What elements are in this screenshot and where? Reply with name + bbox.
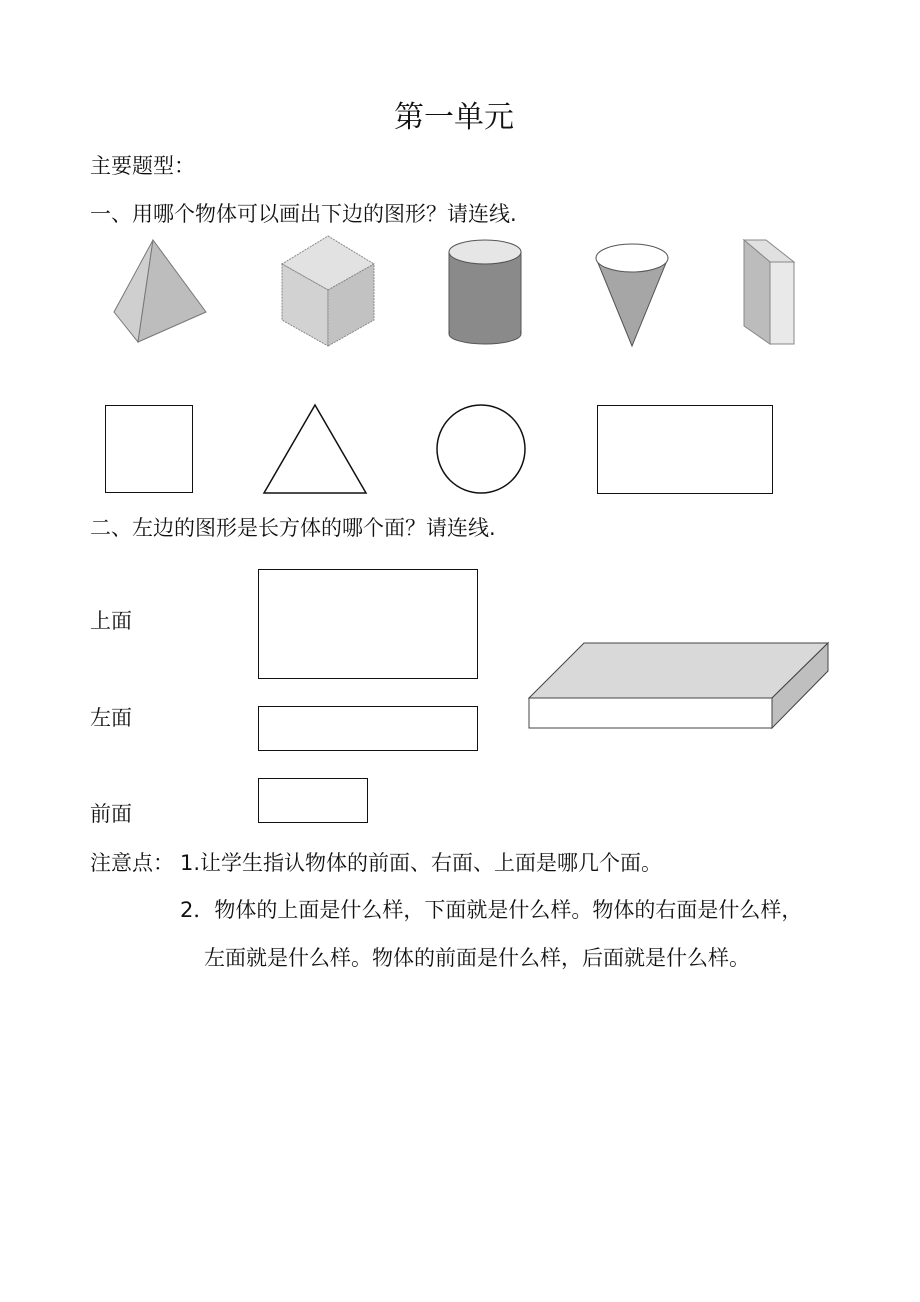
cube-solid <box>278 234 382 350</box>
note-1: 1.让学生指认物体的前面、右面、上面是哪几个面。 <box>180 851 663 875</box>
square-shape <box>105 405 193 493</box>
question-2: 二、左边的图形是长方体的哪个面？请连线. <box>90 516 496 540</box>
note-2-line-1: 2．物体的上面是什么样，下面就是什么样。物体的右面是什么样， <box>180 898 803 922</box>
cylinder-solid <box>446 238 526 346</box>
label-front-face: 前面 <box>90 802 132 826</box>
rectangle-shape <box>597 405 773 494</box>
note-2-line-2: 左面就是什么样。物体的前面是什么样，后面就是什么样。 <box>204 946 750 970</box>
circle-shape <box>436 404 528 496</box>
pyramid-solid <box>108 236 218 351</box>
side-face-rectangle <box>258 778 368 823</box>
section-heading: 主要题型： <box>90 154 195 178</box>
label-left-face: 左面 <box>90 706 132 730</box>
top-face-rectangle <box>258 569 478 679</box>
notes-label: 注意点： <box>90 851 174 875</box>
question-1: 一、用哪个物体可以画出下边的图形？请连线. <box>90 202 517 226</box>
flat-cuboid-solid <box>526 640 832 732</box>
cuboid-solid <box>740 236 800 348</box>
page-title: 第一单元 <box>394 100 514 135</box>
cone-solid <box>590 240 674 350</box>
front-face-rectangle <box>258 706 478 751</box>
triangle-shape <box>262 404 368 494</box>
label-top-face: 上面 <box>90 609 132 633</box>
